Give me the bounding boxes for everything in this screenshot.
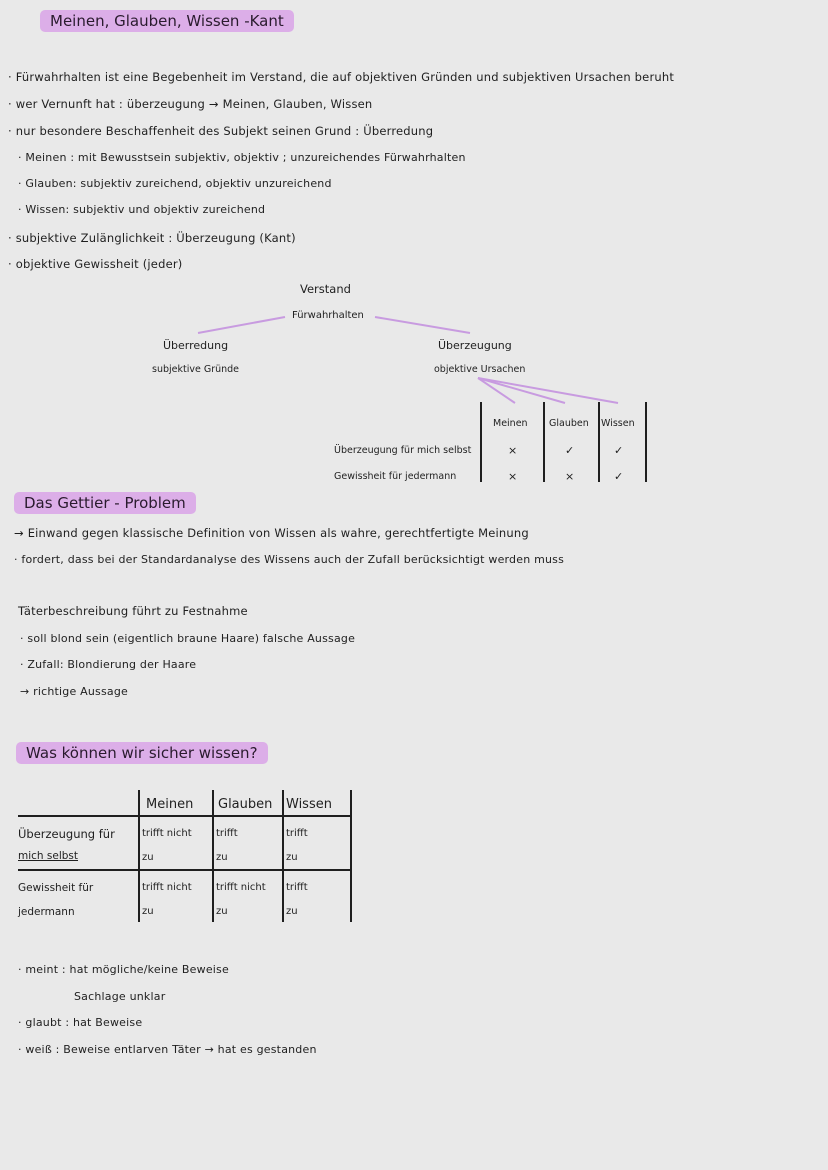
table-divider bbox=[350, 790, 352, 922]
table-divider bbox=[543, 402, 545, 482]
table-row-label: Überzeugung für mich selbst bbox=[334, 445, 472, 456]
table-cell: zu bbox=[286, 906, 298, 917]
table-divider bbox=[480, 402, 482, 482]
table-header: Wissen bbox=[601, 418, 635, 429]
note-line: · subjektive Zulänglichkeit : Überzeugung (Kant) bbox=[8, 231, 296, 245]
table-row-label: mich selbst bbox=[18, 850, 79, 862]
table-row-label: jedermann bbox=[18, 906, 75, 918]
table-divider bbox=[645, 402, 647, 482]
table-cell: × bbox=[508, 444, 518, 457]
table-divider bbox=[598, 402, 600, 482]
note-line: · Wissen: subjektiv und objektiv zureichend bbox=[18, 203, 266, 216]
table-cell: ✓ bbox=[614, 444, 624, 457]
note-line: · Zufall: Blondierung der Haare bbox=[20, 658, 197, 671]
note-line: Täterbeschreibung führt zu Festnahme bbox=[18, 604, 248, 618]
table-cell: ✓ bbox=[614, 470, 624, 483]
diagram-mid: Fürwahrhalten bbox=[292, 310, 364, 321]
note-line: · meint : hat mögliche/keine Beweise bbox=[18, 963, 229, 976]
note-line: Sachlage unklar bbox=[74, 990, 166, 1003]
note-line: · glaubt : hat Beweise bbox=[18, 1016, 143, 1029]
table-divider bbox=[212, 790, 214, 922]
diagram-left-title: Überredung bbox=[163, 339, 229, 352]
table-divider bbox=[18, 869, 352, 871]
diagram-root: Verstand bbox=[300, 282, 351, 296]
table-cell: trifft nicht bbox=[216, 882, 266, 893]
table-divider bbox=[18, 815, 352, 817]
note-line: · Meinen : mit Bewusstsein subjektiv, objektiv ; unzureichendes Fürwahrhalten bbox=[18, 151, 466, 164]
section-title-sicher: Was können wir sicher wissen? bbox=[16, 742, 268, 764]
diagram-right-sub: objektive Ursachen bbox=[434, 364, 526, 375]
table-cell: trifft bbox=[216, 828, 238, 839]
table-row-label: Gewissheit für jedermann bbox=[334, 471, 457, 482]
note-line: · objektive Gewissheit (jeder) bbox=[8, 257, 183, 271]
table-cell: zu bbox=[286, 852, 298, 863]
table-header: Meinen bbox=[146, 797, 194, 812]
note-line: · fordert, dass bei der Standardanalyse des Wissens auch der Zufall berücksichtigt werden muss bbox=[14, 553, 565, 566]
note-line: · Glauben: subjektiv zureichend, objektiv unzureichend bbox=[18, 177, 332, 190]
table-cell: × bbox=[565, 470, 575, 483]
table-cell: trifft bbox=[286, 882, 308, 893]
table-row-label: Überzeugung für bbox=[18, 827, 115, 841]
table-cell: trifft bbox=[286, 828, 308, 839]
note-line: → richtige Aussage bbox=[20, 685, 128, 698]
diagram-left-sub: subjektive Gründe bbox=[152, 364, 240, 375]
table-cell: zu bbox=[216, 906, 228, 917]
table-divider bbox=[282, 790, 284, 922]
table-row-label: Gewissheit für bbox=[18, 882, 94, 894]
table-cell: zu bbox=[142, 906, 154, 917]
note-line: → Einwand gegen klassische Definition von Wissen als wahre, gerechtfertigte Meinung bbox=[14, 526, 529, 540]
note-line: · nur besondere Beschaffenheit des Subjekt seinen Grund : Überredung bbox=[8, 124, 434, 138]
table-cell: × bbox=[508, 470, 518, 483]
table-divider bbox=[138, 790, 140, 922]
table-header: Wissen bbox=[286, 797, 332, 812]
table-cell: zu bbox=[142, 852, 154, 863]
table-cell: ✓ bbox=[565, 444, 575, 457]
table-header: Glauben bbox=[218, 797, 273, 812]
table-cell: trifft nicht bbox=[142, 828, 192, 839]
table-header: Meinen bbox=[493, 418, 528, 429]
section-title-kant: Meinen, Glauben, Wissen -Kant bbox=[40, 10, 294, 32]
table-header: Glauben bbox=[549, 418, 589, 429]
note-line: · wer Vernunft hat : überzeugung → Meinen, Glauben, Wissen bbox=[8, 97, 373, 111]
note-line: · weiß : Beweise entlarven Täter → hat es gestanden bbox=[18, 1043, 317, 1056]
diagram-right-title: Überzeugung bbox=[438, 339, 512, 352]
section-title-gettier: Das Gettier - Problem bbox=[14, 492, 196, 514]
note-line: · Fürwahrhalten ist eine Begebenheit im Verstand, die auf objektiven Gründen und subjektiven Ursachen beruht bbox=[8, 70, 675, 84]
table-cell: trifft nicht bbox=[142, 882, 192, 893]
table-cell: zu bbox=[216, 852, 228, 863]
note-line: · soll blond sein (eigentlich braune Haare) falsche Aussage bbox=[20, 632, 356, 645]
